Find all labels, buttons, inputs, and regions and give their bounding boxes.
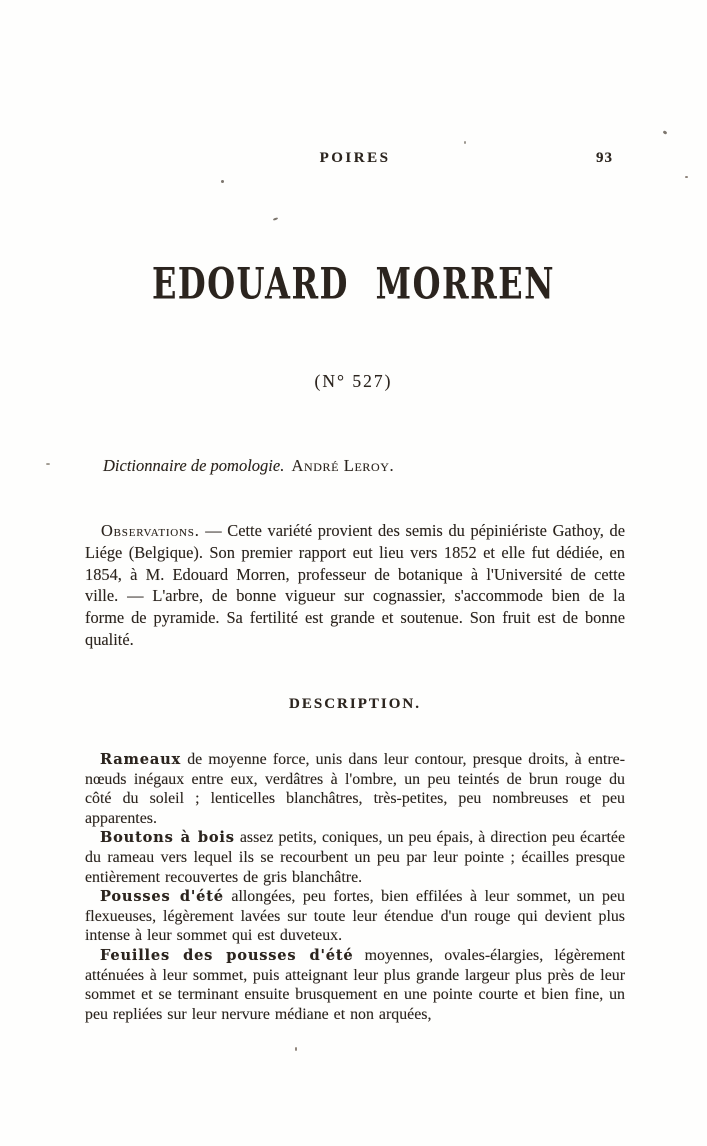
running-title: POIRES <box>319 150 391 166</box>
observations-lead: Observations. <box>101 521 200 540</box>
description-body <box>85 750 625 1024</box>
scan-speck <box>221 180 224 183</box>
variety-number: (N° 527) <box>314 371 393 391</box>
scan-speck <box>464 141 466 144</box>
article-title: EDOUARD MORREN <box>151 259 556 309</box>
reference-work-title: Dictionnaire de pomologie. <box>103 456 285 475</box>
paragraph-rameaux <box>85 750 625 828</box>
scan-speck <box>663 130 668 135</box>
page-header <box>85 150 625 172</box>
paragraph-feuilles-pousses-d-ete-lead: Feuilles des pousses d'été <box>100 946 354 964</box>
scan-speck <box>685 176 688 178</box>
observations-text: — Cette variété provient des semis du pépiniériste Gathoy, de Liége (Belgique). Son premier rapport eut lieu vers 1852 et elle fut dédiée, en 1854, à M. Edouard Morren, professeur de botanique à l'Université de cette ville. — L'arbre, de bonne vigueur sur cognassier, s'accommode bien de la forme de pyramide. Sa fertilité est grande et soutenue. Son fruit est de bonne qualité. <box>85 521 625 649</box>
scan-speck <box>46 463 50 465</box>
paragraph-pousses-d-ete <box>85 887 625 946</box>
observations-paragraph <box>85 520 625 651</box>
paragraph-rameaux-text: de moyenne force, unis dans leur contour, presque droits, à entre-nœuds inégaux entre eux, verdâtres à l'ombre, un peu teintés de brun rouge du côté du soleil ; lenticelles blanchâtres, très-petites, peu nombreuses et peu apparentes. <box>85 751 625 827</box>
reference-line <box>103 456 394 476</box>
paragraph-boutons-a-bois-text: assez petits, coniques, un peu épais, à direction peu écartée du rameau vers lequel ils se recourbent un peu par leur pointe ; écailles presque entièrement recouvertes de gris blanchâtre. <box>85 829 626 886</box>
paragraph-pousses-d-ete-text: allongées, peu fortes, bien effilées à leur sommet, un peu flexueuses, légèrement lavées sur toute leur étendue d'un rouge qui devient plus intense à leur sommet qui est duveteux. <box>85 888 625 945</box>
reference-author: André Leroy. <box>291 456 395 475</box>
scan-speck <box>295 1047 297 1051</box>
description-heading: DESCRIPTION. <box>289 696 421 712</box>
scan-speck <box>273 217 278 221</box>
page-number: 93 <box>596 150 613 166</box>
paragraph-boutons-a-bois <box>85 828 625 887</box>
paragraph-pousses-d-ete-lead: Pousses d'été <box>100 888 224 906</box>
paragraph-feuilles-pousses-d-ete-text: moyennes, ovales-élargies, légèrement atténuées à leur sommet, puis atteignant leur plus grande largeur plus près de leur sommet et se terminant ensuite brusquement en une pointe courte et bien fine, un peu repliées sur leur nervure médiane et non arquées, <box>85 946 625 1023</box>
paragraph-feuilles-pousses-d-ete <box>85 946 625 1024</box>
paragraph-boutons-a-bois-lead: Boutons à bois <box>100 829 235 847</box>
paragraph-rameaux-lead: Rameaux <box>100 751 182 768</box>
